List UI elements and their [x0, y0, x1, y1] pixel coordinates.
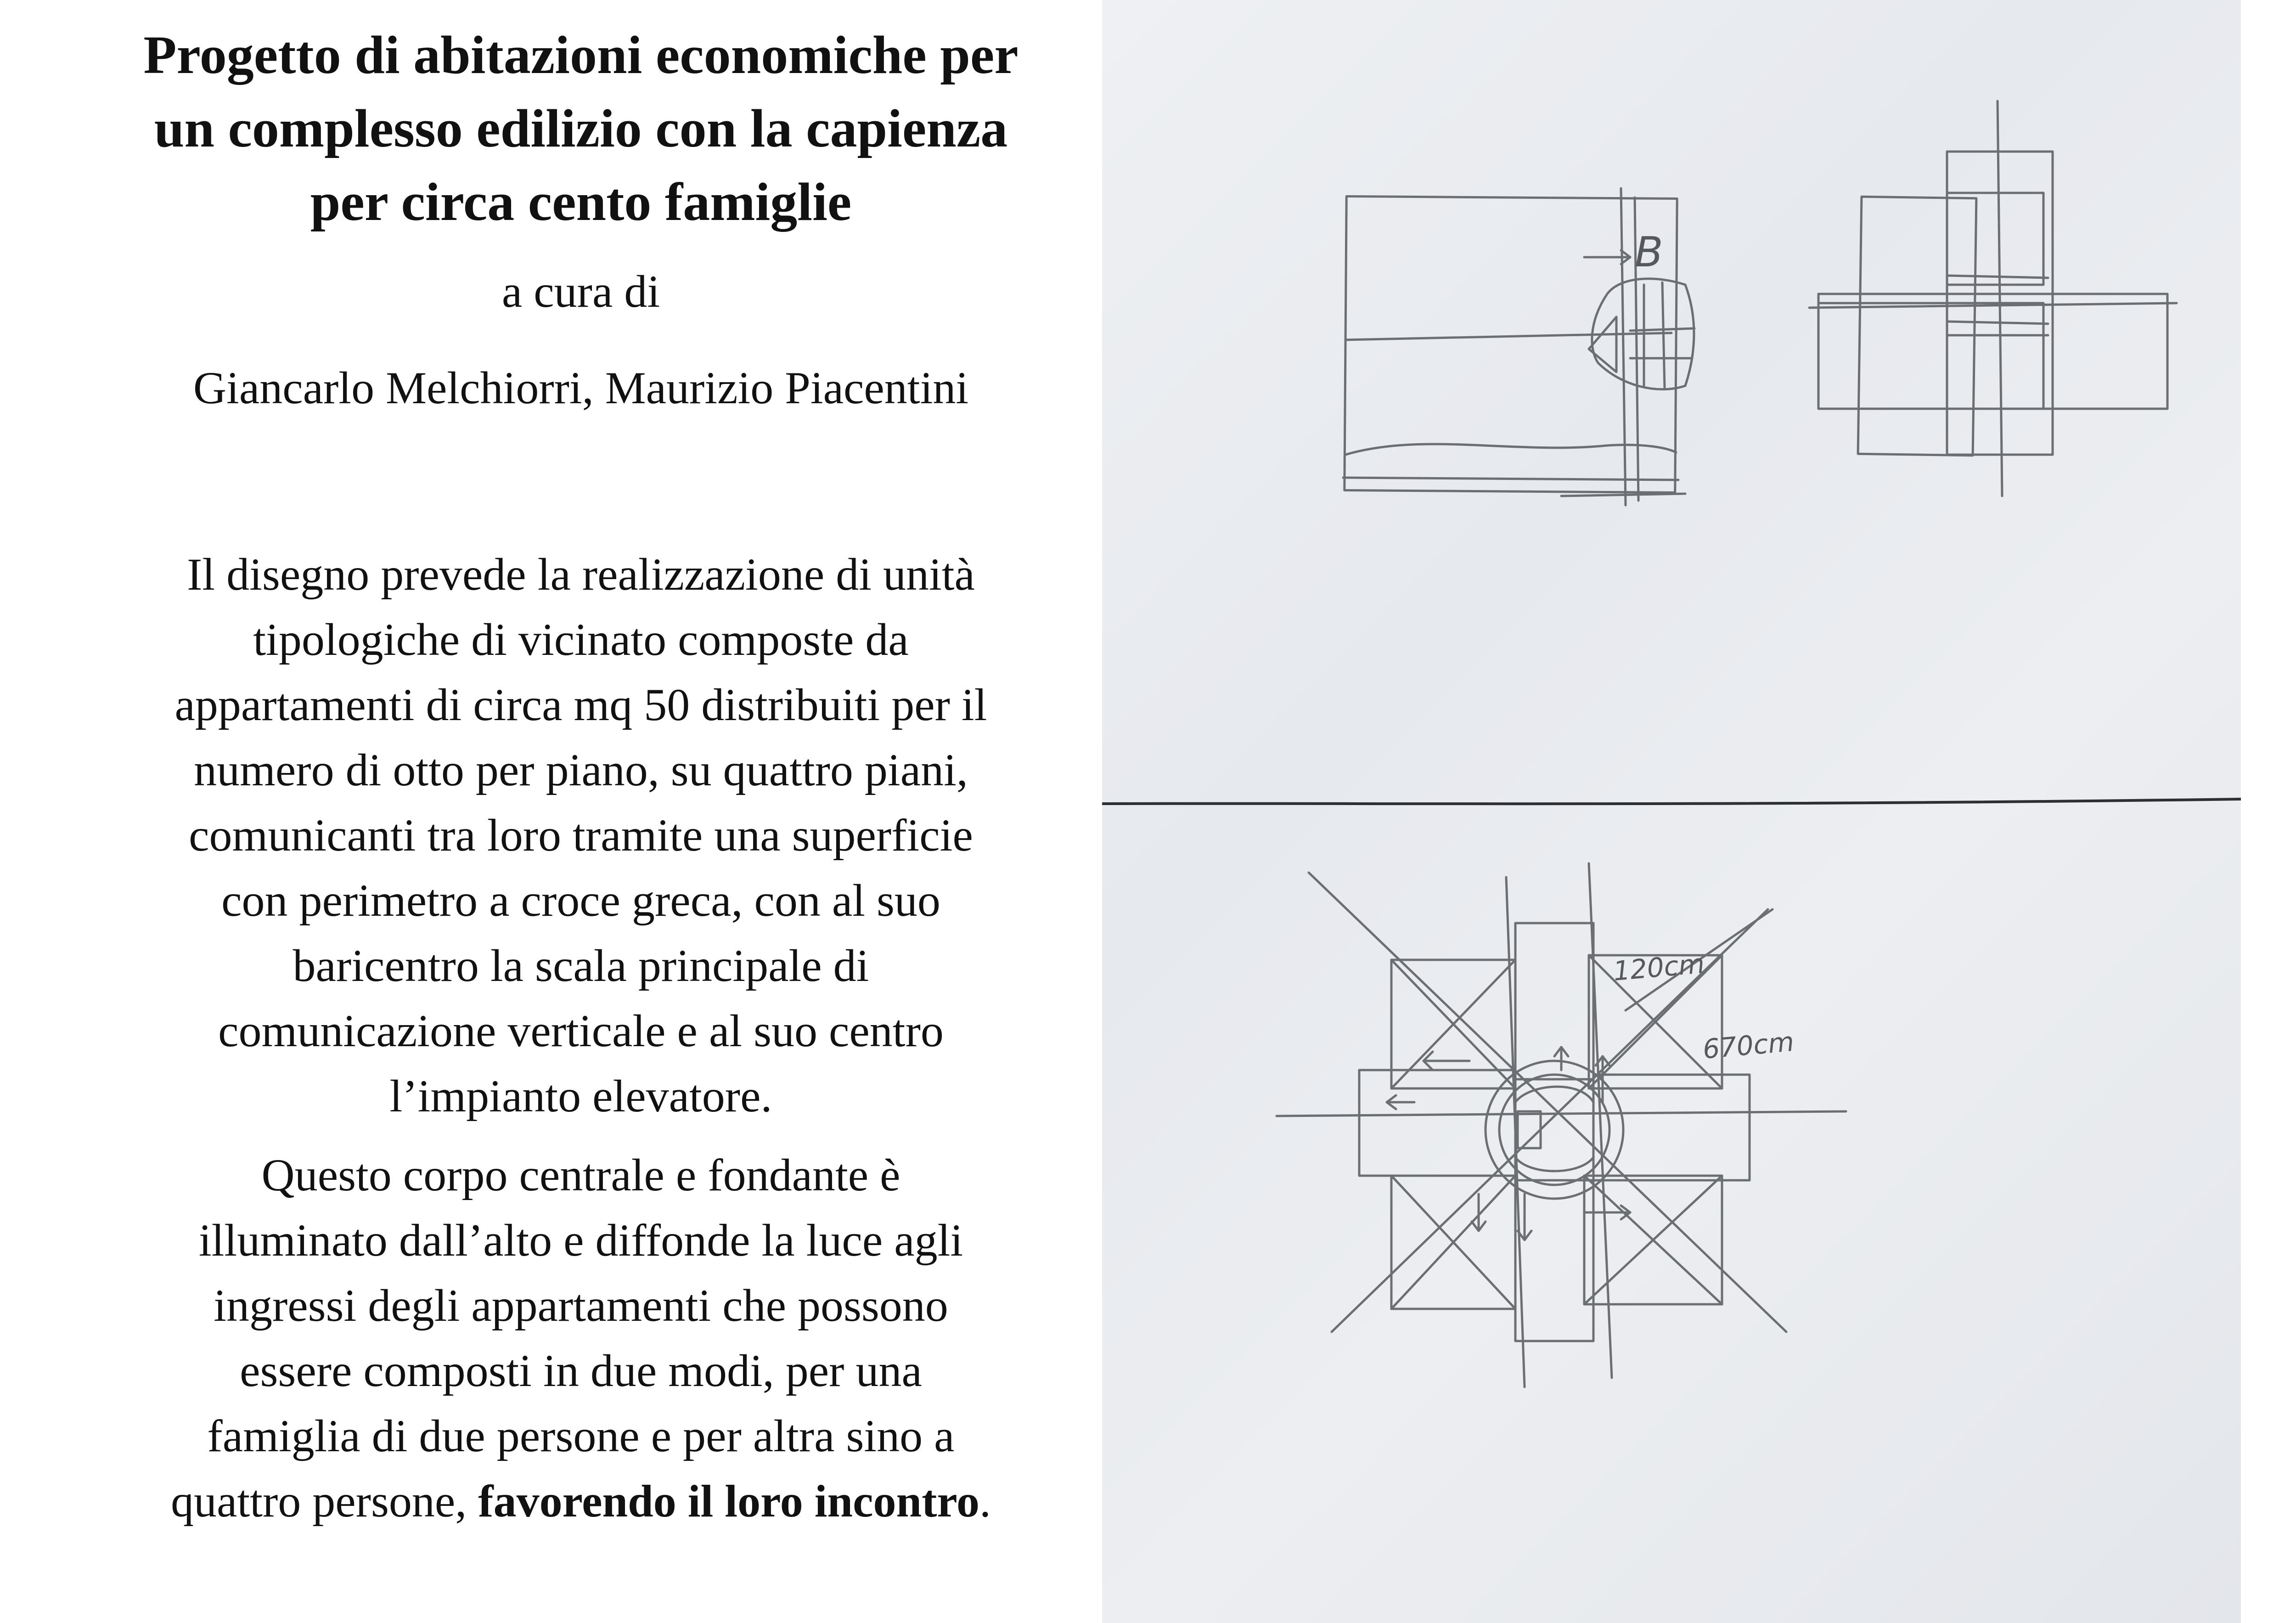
- description-paragraph-2: [60, 1143, 1102, 1534]
- paragraph-line: comunicazione verticale e al suo centro: [218, 1005, 944, 1056]
- curated-by: a cura di: [501, 266, 660, 317]
- title-line: un complesso edilizio con la capienza: [154, 98, 1008, 158]
- sketch-marker-b: B: [1635, 228, 1663, 276]
- paragraph-line: ingressi degli appartamenti che possono: [214, 1280, 948, 1331]
- paragraph-line: baricentro la scala principale di: [293, 940, 869, 991]
- emphasis-text: favorendo il loro incontro: [478, 1476, 979, 1527]
- sketch-plan-2: [1809, 101, 2177, 496]
- sketch-plan-3: [1277, 863, 1846, 1387]
- sketch-paper-sheet: [1102, 0, 2241, 1623]
- paragraph-line: comunicanti tra loro tramite una superficie: [189, 810, 973, 861]
- authors: Giancarlo Melchiorri, Maurizio Piacentini: [193, 362, 969, 413]
- description-paragraph-1: [60, 542, 1102, 1129]
- paragraph-line: tipologiche di vicinato composte da: [253, 614, 909, 665]
- paragraph-line: numero di otto per piano, su quattro piani,: [194, 744, 968, 795]
- sketch-dimension-top: 120cm: [1612, 947, 1706, 987]
- paragraph-line: Il disegno prevede la realizzazione di unità: [187, 549, 975, 600]
- paragraph-line: appartamenti di circa mq 50 distribuiti per il: [174, 679, 987, 730]
- text-after-emphasis: .: [979, 1476, 991, 1527]
- paragraph-line: illuminato dall’alto e diffonde la luce agli: [198, 1215, 963, 1266]
- sketch-dimension-right: 670cm: [1701, 1026, 1795, 1065]
- paragraph-line: con perimetro a croce greca, con al suo: [221, 875, 940, 926]
- pencil-sketch-drawing: [1102, 0, 2241, 1623]
- page-title: [60, 18, 1102, 239]
- text-before-emphasis: quattro persone,: [171, 1476, 478, 1527]
- title-line: per circa cento famiglie: [310, 172, 852, 232]
- paragraph-line: famiglia di due persone e per altra sino a: [207, 1410, 955, 1461]
- paragraph-line: l’impianto elevatore.: [389, 1071, 772, 1121]
- paragraph-line: Questo corpo centrale e fondante è: [261, 1150, 900, 1200]
- paragraph-line-last: [171, 1476, 991, 1527]
- text-column: [60, 18, 1102, 1534]
- paper-fold-line: [1102, 799, 2241, 804]
- title-line: Progetto di abitazioni economiche per: [143, 25, 1019, 85]
- sketch-area: [1102, 0, 2296, 1623]
- paragraph-line: essere composti in due modi, per una: [240, 1345, 922, 1396]
